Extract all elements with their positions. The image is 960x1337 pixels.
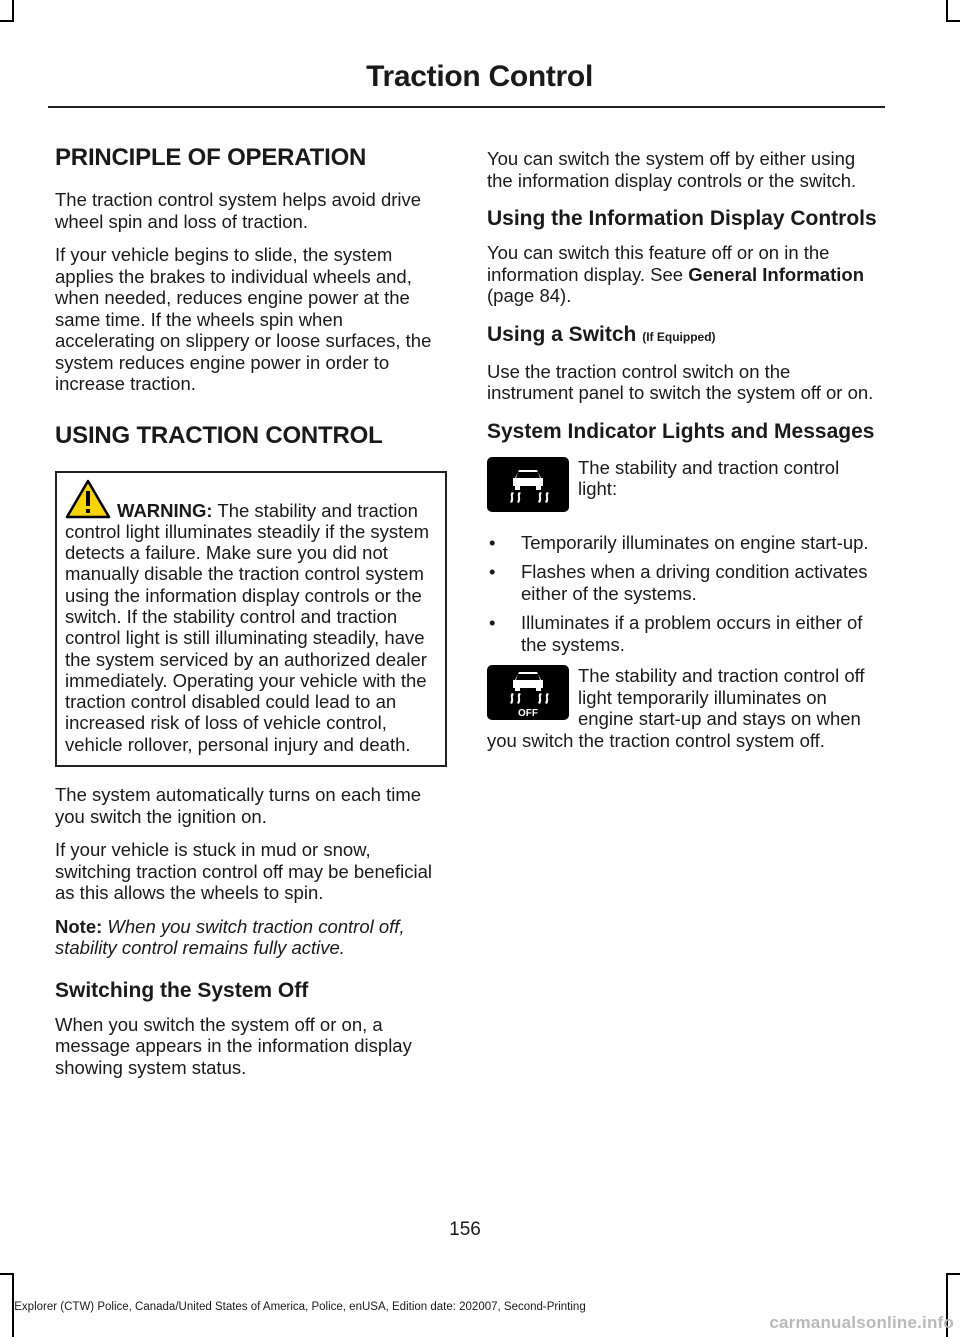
heading-using-traction-control: USING TRACTION CONTROL [55, 421, 383, 449]
paragraph: When you switch the system off or on, a message appears in the information display showing system status. [55, 1013, 412, 1078]
crop-mark [0, 1273, 14, 1275]
note-label: Note: [55, 915, 103, 937]
indicator-behavior-list [487, 532, 881, 656]
crop-mark [946, 0, 948, 22]
warning-triangle-icon [65, 479, 111, 519]
crop-mark [0, 20, 14, 22]
heading-text: Using a Switch [487, 322, 637, 346]
warning-label: WARNING: [117, 499, 213, 521]
paragraph [487, 242, 881, 307]
heading-using-a-switch [487, 323, 881, 349]
right-column [487, 148, 881, 761]
page-title: Traction Control [366, 60, 593, 93]
page-number: 156 [449, 1219, 481, 1240]
indicator-stability-traction-off [487, 665, 881, 751]
heading-using-information-display-controls: Using the Information Display Controls [487, 207, 877, 230]
off-badge: OFF [518, 708, 538, 719]
page-header [48, 58, 885, 108]
paragraph: The system automatically turns on each time you switch the ignition on. [55, 784, 422, 827]
left-column [55, 143, 447, 1090]
crop-mark [12, 0, 14, 22]
page-reference: (page 84). [487, 285, 572, 306]
heading-switching-the-system-off: Switching the System Off [55, 978, 309, 1002]
note [55, 916, 447, 959]
list-item: • Illuminates if a problem occurs in either of the systems. [487, 612, 881, 655]
crop-mark [946, 1273, 960, 1275]
indicator-description: The stability and traction control off light temporarily illuminates on engine start-up and stays on when you switch the traction control system off. [487, 665, 865, 751]
if-equipped-label: (If Equipped) [642, 329, 716, 344]
indicator-description: The stability and traction control light: [578, 456, 840, 499]
crop-mark [946, 20, 960, 22]
footer: Explorer (CTW) Police, Canada/United States of America, Police, enUSA, Edition date: 202007, Second-Printing [14, 1301, 586, 1313]
list-item: • Flashes when a driving condition activates either of the systems. [487, 561, 881, 604]
paragraph-text: You can switch this feature off or on in the information display. See [487, 242, 830, 285]
warning-box [55, 471, 447, 768]
warning-text: The stability and traction control light illuminates steadily if the system detects a failure. Make sure you did not manually disable the traction control system using the information display controls or the switch. If the stability control and traction control light is still illuminating steadily, have the system serviced by an authorized dealer immediately. Operating your vehicle with the traction control disabled could lead to an increased risk of loss of vehicle control, vehicle rollover, personal injury and death. [65, 499, 429, 755]
heading-principle-of-operation: PRINCIPLE OF OPERATION [55, 144, 367, 171]
watermark: carmanualsonline.info [769, 1313, 954, 1332]
paragraph: Use the traction control switch on the instrument panel to switch the system off or on. [487, 360, 874, 403]
indicator-stability-traction [487, 457, 881, 518]
paragraph: If your vehicle begins to slide, the system applies the brakes to individual wheels and, when needed, reduces engine power at the same time. If the wheels spin when accelerating on slippery or loose surfaces, the system reduces engine power in order to increase traction. [55, 244, 432, 394]
heading-system-indicator-lights: System Indicator Lights and Messages [487, 419, 875, 443]
paragraph: The traction control system helps avoid drive wheel spin and loss of traction. [55, 189, 422, 232]
stability-traction-control-light-icon [487, 457, 569, 512]
note-text: When you switch traction control off, stability control remains fully active. [55, 915, 405, 959]
paragraph: If your vehicle is stuck in mud or snow, switching traction control off may be beneficial as this allows the wheels to spin. [55, 839, 433, 904]
paragraph: You can switch the system off by either using the information display controls or the switch. [487, 148, 857, 191]
general-information-link[interactable]: General Information [688, 263, 864, 285]
stability-traction-control-off-light-icon [487, 665, 569, 720]
list-item: • Temporarily illuminates on engine start-up. [487, 532, 881, 554]
